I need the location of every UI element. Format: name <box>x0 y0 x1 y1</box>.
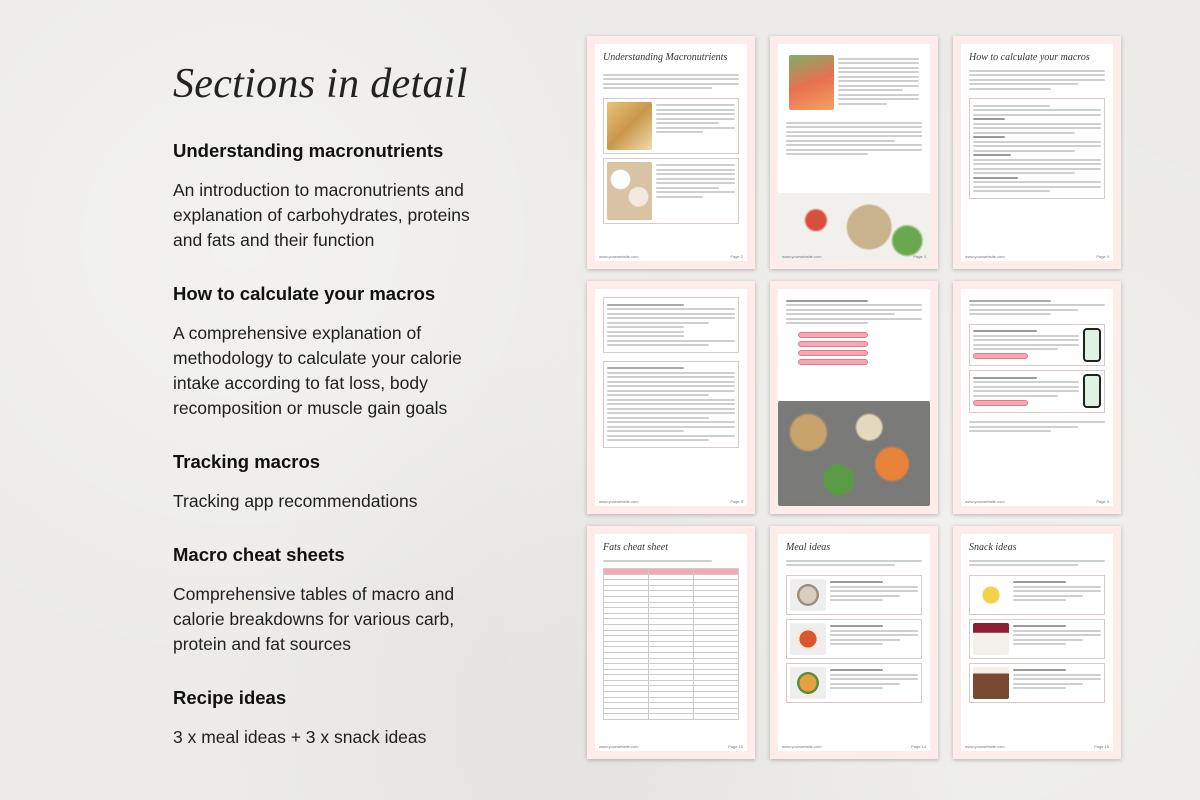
pasta-image <box>607 102 652 150</box>
page-thumb-title: Snack ideas <box>969 542 1017 553</box>
calculator-button[interactable] <box>798 332 868 338</box>
cheat-sheet-table <box>603 568 739 720</box>
section-heading: Recipe ideas <box>173 687 287 708</box>
section-recipes <box>173 687 503 750</box>
page-thumb-fats-cheat-sheet: Fats cheat sheet www.yourwebsite.com Page 13 <box>587 526 755 759</box>
meal-image <box>790 623 826 655</box>
page-thumb-title: Fats cheat sheet <box>603 542 668 553</box>
ingredients-image <box>778 401 930 506</box>
snack-image <box>973 667 1009 699</box>
page-thumb-snack-ideas: Snack ideas www.yourwebsite.com Page 15 <box>953 526 1121 759</box>
meal-image <box>790 579 826 611</box>
section-body: A comprehensive explanation of methodology to calculate your calorie intake according to fat loss, body recomposition or muscle gain goals <box>173 323 462 418</box>
snack-image <box>973 579 1009 611</box>
section-body: An introduction to macronutrients and explanation of carbohydrates, proteins and fats and their function <box>173 180 470 250</box>
calculator-button[interactable] <box>798 341 868 347</box>
page-thumb-calculators: www.yourwebsite.com Page 7 <box>770 281 938 514</box>
section-body: Tracking app recommendations <box>173 491 418 511</box>
calculator-button[interactable] <box>798 350 868 356</box>
snack-image <box>973 623 1009 655</box>
section-heading: Tracking macros <box>173 451 321 472</box>
phone-image <box>1083 374 1101 408</box>
page-title: Sections in detail <box>173 61 468 107</box>
page-thumb-macronutrients: Understanding Macronutrients www.yourwebsite.com Page 2 <box>587 36 755 269</box>
section-heading: How to calculate your macros <box>173 283 436 304</box>
page-thumb-tracking: www.yourwebsite.com Page 9 <box>953 281 1121 514</box>
page-thumb-meal-ideas: Meal ideas www.yourwebsite.com Page 14 <box>770 526 938 759</box>
page-preview-grid <box>587 36 1187 766</box>
section-heading: Macro cheat sheets <box>173 544 345 565</box>
salad-image <box>778 193 930 261</box>
section-tracking <box>173 451 503 514</box>
eggs-image <box>607 162 652 220</box>
page-thumb-title: Meal ideas <box>786 542 831 553</box>
sections-column <box>173 60 503 780</box>
page-thumb-title: Understanding Macronutrients <box>603 52 728 63</box>
salmon-avocado-image <box>789 55 834 110</box>
page-thumb-ratios: www.yourwebsite.com Page 5 <box>587 281 755 514</box>
section-cheat-sheets <box>173 544 503 657</box>
section-macronutrients <box>173 140 503 253</box>
page-thumb-fat: www.yourwebsite.com Page 3 <box>770 36 938 269</box>
meal-image <box>790 667 826 699</box>
section-calculate <box>173 283 503 421</box>
section-body: 3 x meal ideas + 3 x snack ideas <box>173 727 427 747</box>
calculator-button[interactable] <box>798 359 868 365</box>
page-thumb-title: How to calculate your macros <box>969 52 1090 63</box>
section-body: Comprehensive tables of macro and calorie breakdowns for various carb, protein and fat sources <box>173 584 455 654</box>
page-thumb-calculate: How to calculate your macros www.yourwebsite.com Page 4 <box>953 36 1121 269</box>
section-heading: Understanding macronutrients <box>173 140 444 161</box>
phone-image <box>1083 328 1101 362</box>
